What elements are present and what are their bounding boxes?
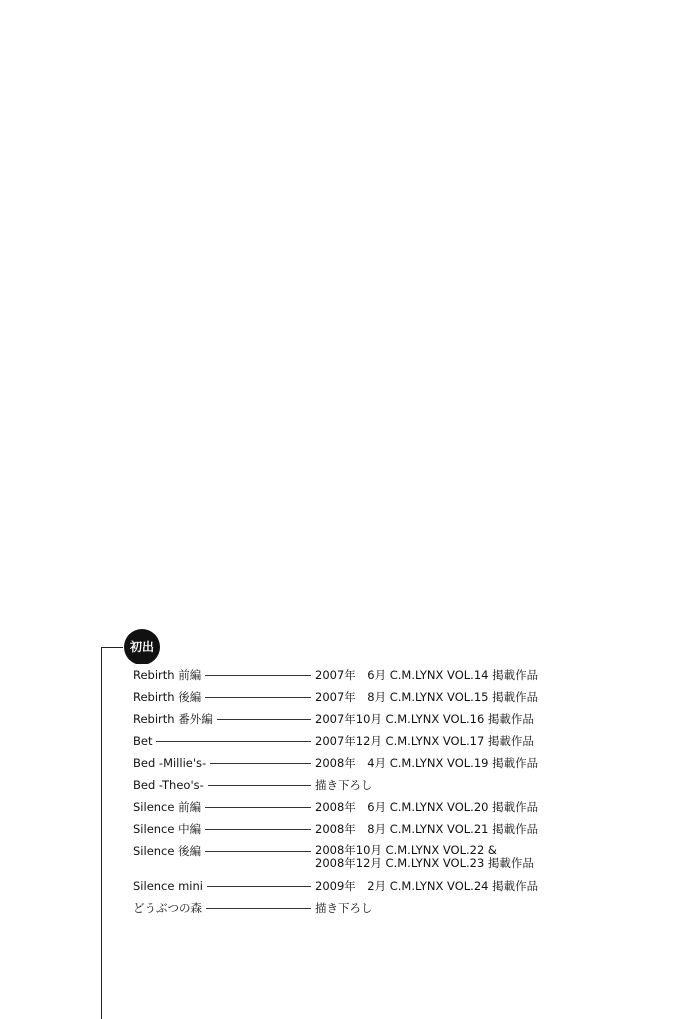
credit-title: Bet xyxy=(133,730,152,752)
credit-row xyxy=(133,774,553,796)
first-appearance-heading: 初出 xyxy=(124,629,160,665)
credit-info-line: 描き下ろし xyxy=(315,778,373,792)
credit-info xyxy=(315,844,534,870)
credit-info xyxy=(315,686,538,708)
leader-line xyxy=(205,829,311,830)
credit-title: Bed -Millie's- xyxy=(133,752,206,774)
leader-line xyxy=(156,741,311,742)
credit-row xyxy=(133,796,553,818)
credit-info-line: 2007年 6月 C.M.LYNX VOL.14 掲載作品 xyxy=(315,668,539,682)
credit-info-line: 2008年10月 C.M.LYNX VOL.22 & xyxy=(315,843,497,857)
bracket-horizontal-line xyxy=(101,647,123,648)
credit-info-line: 2007年 8月 C.M.LYNX VOL.15 掲載作品 xyxy=(315,690,539,704)
credit-info-line: 描き下ろし xyxy=(315,901,373,915)
credit-title: Silence 中編 xyxy=(133,818,201,840)
credit-info xyxy=(315,875,538,897)
credit-row xyxy=(133,897,553,919)
credit-row xyxy=(133,730,553,752)
credit-title: Silence 前編 xyxy=(133,796,201,818)
leader-line xyxy=(206,908,311,909)
leader-line xyxy=(205,697,311,698)
credit-info xyxy=(315,897,373,919)
credit-info-line: 2008年 6月 C.M.LYNX VOL.20 掲載作品 xyxy=(315,800,539,814)
credit-title: Rebirth 前編 xyxy=(133,664,201,686)
credit-info-line: 2009年 2月 C.M.LYNX VOL.24 掲載作品 xyxy=(315,879,539,893)
credit-row xyxy=(133,818,553,840)
credit-info-line: 2008年12月 C.M.LYNX VOL.23 掲載作品 xyxy=(315,856,534,870)
credit-title: Rebirth 後編 xyxy=(133,686,201,708)
credit-info-line: 2008年 8月 C.M.LYNX VOL.21 掲載作品 xyxy=(315,822,539,836)
credit-row xyxy=(133,875,553,897)
credit-row xyxy=(133,664,553,686)
credit-info xyxy=(315,796,538,818)
credit-info-line: 2007年12月 C.M.LYNX VOL.17 掲載作品 xyxy=(315,734,534,748)
bracket-vertical-line xyxy=(101,647,102,1019)
credit-info xyxy=(315,708,534,730)
credit-info xyxy=(315,752,538,774)
credits-list xyxy=(133,664,553,919)
credit-title: Rebirth 番外編 xyxy=(133,708,213,730)
leader-line xyxy=(205,675,311,676)
credit-title: Silence 後編 xyxy=(133,840,201,862)
credit-row xyxy=(133,708,553,730)
leader-line xyxy=(210,763,311,764)
credit-info xyxy=(315,774,373,796)
credit-info xyxy=(315,664,538,686)
credit-info xyxy=(315,818,538,840)
leader-line xyxy=(207,886,311,887)
leader-line xyxy=(208,785,311,786)
credit-info xyxy=(315,730,534,752)
credit-title: Bed -Theo's- xyxy=(133,774,204,796)
credit-info-line: 2007年10月 C.M.LYNX VOL.16 掲載作品 xyxy=(315,712,534,726)
leader-line xyxy=(217,719,311,720)
leader-line xyxy=(205,851,311,852)
credit-title: Silence mini xyxy=(133,875,203,897)
leader-line xyxy=(205,807,311,808)
credit-row xyxy=(133,686,553,708)
credit-row xyxy=(133,840,553,875)
credit-row xyxy=(133,752,553,774)
credit-info-line: 2008年 4月 C.M.LYNX VOL.19 掲載作品 xyxy=(315,756,539,770)
credit-title: どうぶつの森 xyxy=(133,897,202,919)
